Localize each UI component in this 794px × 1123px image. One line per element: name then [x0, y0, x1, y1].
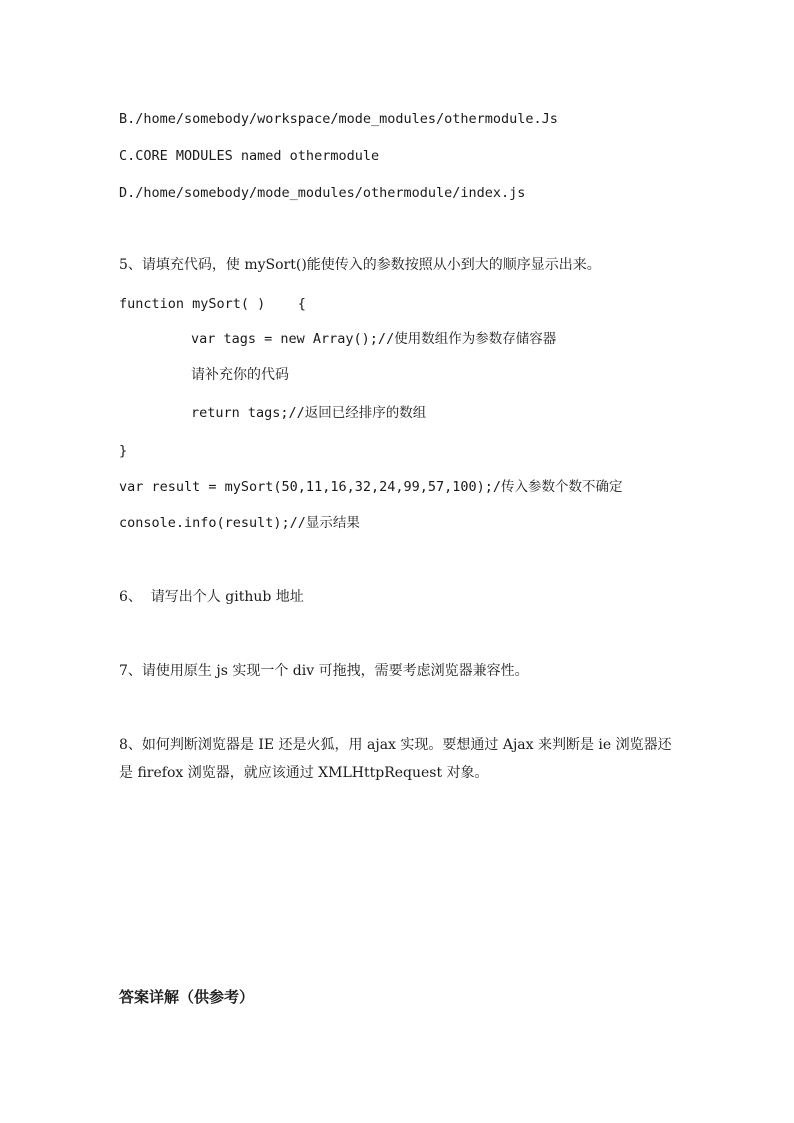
question-7-prompt: 7、请使用原生 js 实现一个 div 可拖拽，需要考虑浏览器兼容性。: [119, 663, 529, 679]
code-line-var-tags: var tags = new Array();//使用数组作为参数存储容器: [191, 331, 557, 347]
code-line-var-result: var result = mySort(50,11,16,32,24,99,57,100);/传入参数个数不确定: [119, 479, 623, 495]
option-b: B./home/somebody/workspace/mode_modules/othermodule.Js: [119, 111, 558, 127]
question-8-prompt: 8、如何判断浏览器是 IE 还是火狐，用 ajax 实现。要想通过 Ajax 来判断是 ie 浏览器还是 firefox 浏览器，就应该通过 XMLHttpRequest 对象。: [119, 737, 672, 781]
code-line-close-brace: }: [119, 443, 128, 459]
question-5-prompt: 5、请填充代码，使 mySort()能使传入的参数按照从小到大的顺序显示出来。: [119, 257, 601, 273]
code-line-return: return tags;//返回已经排序的数组: [191, 405, 427, 421]
option-d: D./home/somebody/mode_modules/othermodule/index.js: [119, 185, 526, 201]
code-line-placeholder: 请补充你的代码: [191, 367, 289, 383]
answers-heading: 答案详解（供参考）: [119, 988, 255, 1006]
code-line-function: function mySort( ) {: [119, 296, 306, 312]
option-c: C.CORE MODULES named othermodule: [119, 148, 380, 164]
question-6-prompt: 6、 请写出个人 github 地址: [119, 589, 304, 605]
code-line-console: console.info(result);//显示结果: [119, 515, 360, 531]
